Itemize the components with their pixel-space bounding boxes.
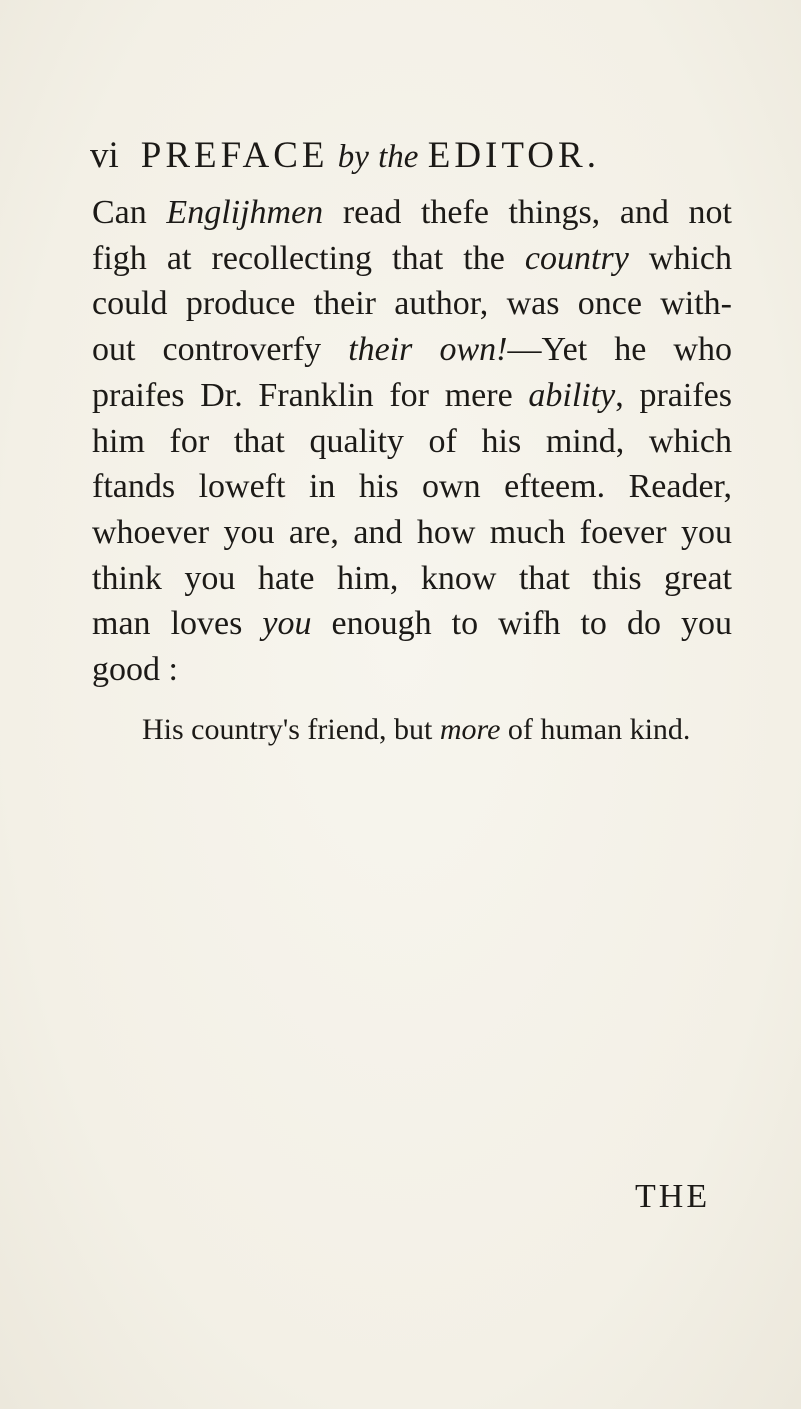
text-run: read thefe things, and not (323, 194, 732, 231)
body-paragraph (92, 190, 732, 693)
text-run: enough to wifh to do you (311, 605, 733, 643)
text-run: of human kind. (500, 713, 691, 746)
text-line (92, 190, 732, 236)
text-run: him for that quality of his mind, which (92, 422, 732, 460)
text-line (92, 601, 732, 647)
text-run: praifes Dr. Franklin for mere (92, 376, 529, 414)
header-title-preface: PREFACE (140, 135, 329, 176)
italic-text: more (439, 713, 501, 746)
text-run: out controverfy (92, 331, 349, 369)
text-run: whoever you are, and how much foever you (92, 513, 732, 551)
text-run: man loves (92, 605, 263, 643)
header-title-by: by (337, 139, 369, 175)
text-line (92, 373, 732, 419)
verse-quotation (142, 710, 742, 750)
text-line (92, 281, 732, 327)
text-line (92, 647, 732, 693)
page-number: vi (90, 135, 119, 176)
text-run: figh at recollecting that the (92, 239, 525, 277)
text-run: , praifes (615, 376, 732, 414)
italic-text: country (524, 239, 629, 277)
catchword: THE (635, 1178, 711, 1215)
text-line (92, 327, 732, 373)
text-line (92, 464, 732, 510)
italic-text: their own! (348, 331, 508, 369)
italic-text: Englijhmen (166, 194, 324, 231)
text-run: ftands loweft in his own efteem. Reader, (92, 468, 732, 506)
text-run: Can (92, 194, 167, 231)
text-run: His country's friend, but (142, 713, 440, 746)
text-run: which (628, 239, 732, 277)
header-title-editor: EDITOR. (427, 135, 600, 176)
text-run: good : (92, 651, 178, 689)
text-run: —Yet he who (507, 331, 732, 369)
text-line (92, 419, 732, 465)
text-run: think you hate him, know that this great (92, 559, 732, 597)
text-line (92, 510, 732, 556)
italic-text: ability (528, 376, 616, 414)
text-line (92, 556, 732, 602)
text-run: could produce their author, was once with- (92, 285, 732, 323)
running-header (90, 132, 730, 181)
italic-text: you (262, 605, 312, 643)
text-line (92, 236, 732, 282)
header-title-the: the (378, 139, 419, 175)
